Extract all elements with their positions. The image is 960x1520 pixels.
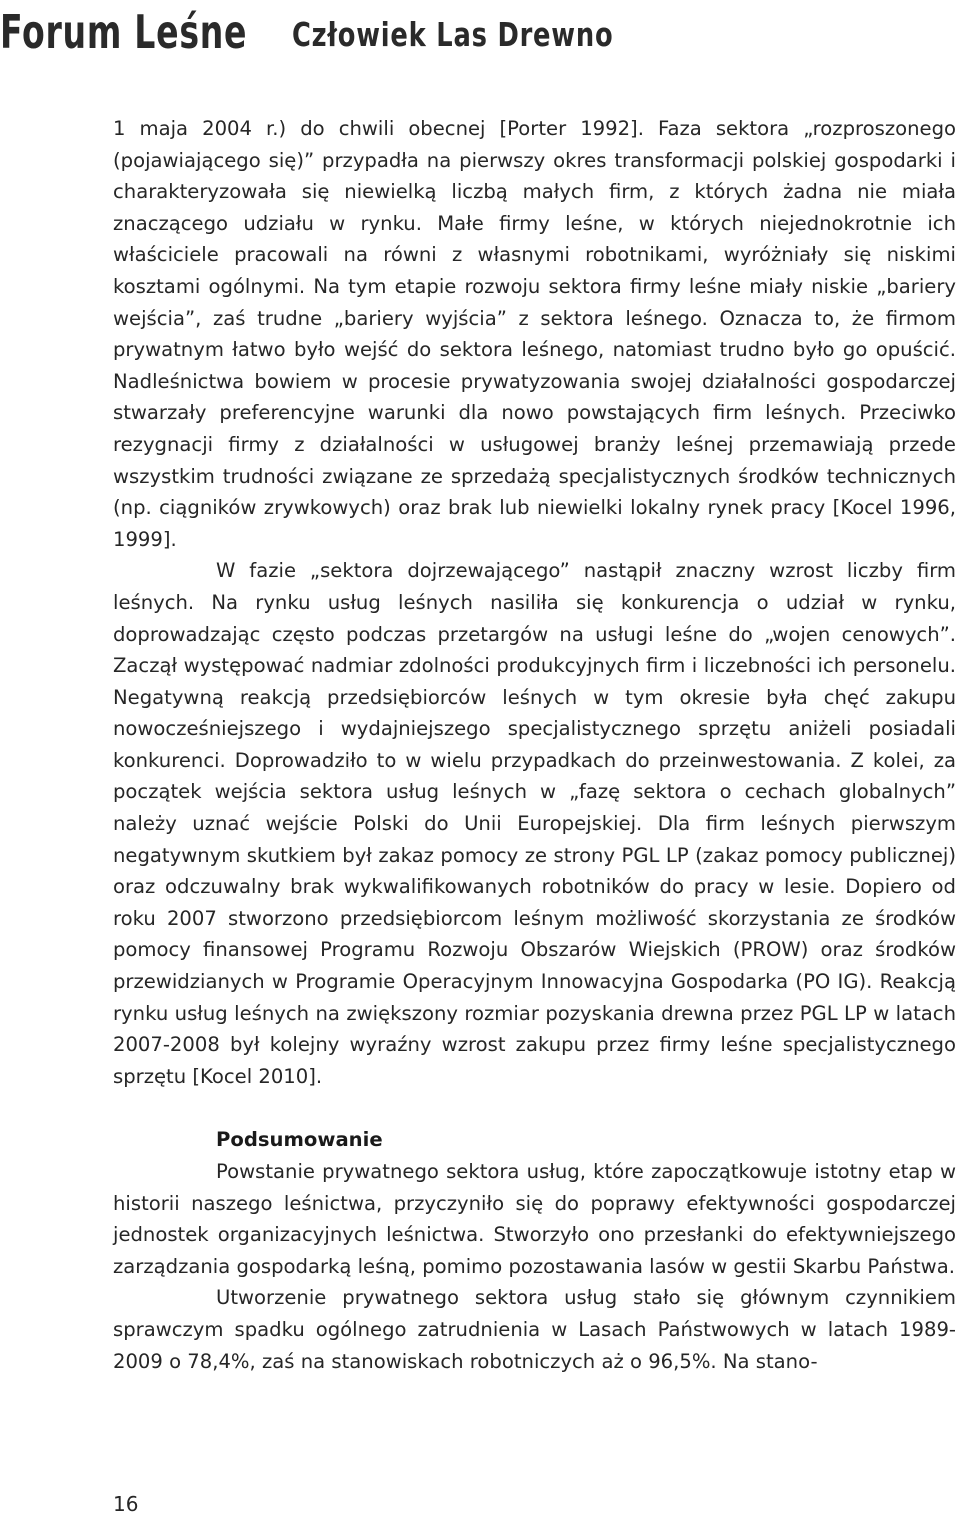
journal-title: Forum Leśne [0, 5, 248, 59]
page-number: 16 [113, 1492, 139, 1516]
paragraph: 1 maja 2004 r.) do chwili obecnej [Porter 1992]. Faza sektora „rozproszonego (pojawiającego się)” przypadła na pierwszy okres transformacji polskiej gospodarki i charakteryzowała się niewielką liczbą małych firm, z których żadna nie miała znaczącego udziału w rynku. Małe firmy leśne, w których niejednokrotnie ich właściciele pracowali na równi z własnymi robotnikami, wyróżniały się niskimi kosztami ogólnymi. Na tym etapie rozwoju sektora firmy leśne miały niskie „bariery wejścia”, zaś trudne „bariery wyjścia” z sektora leśnego. Oznacza to, że firmom prywatnym łatwo było wejść do sektora leśnego, natomiast trudno było go opuścić. Nadleśnictwa bowiem w procesie prywatyzowania swojej działalności gospodarczej stwarzały preferencyjne warunki dla nowo powstających firm leśnych. Przeciwko rezygnacji firmy z działalności w usługowej branży leśnej przemawiają przede wszystkim trudności związane ze sprzedażą specjalistycznych środków technicznych (np. ciągników zrywkowych) oraz brak lub niewielki lokalny rynek pracy [Kocel 1996, 1999]. [113, 117, 956, 551]
article-body [113, 113, 956, 1377]
paragraph: W fazie „sektora dojrzewającego” nastąpił znaczny wzrost liczby firm leśnych. Na rynku usług leśnych nasiliła się konkurencja o udział w rynku, doprowadzając często podczas przetargów na usługi leśne do „wojen cenowych”. Zaczął występować nadmiar zdolności produkcyjnych firm i liczebności ich personelu. Negatywną reakcją przedsiębiorców leśnych w tym okresie była chęć zakupu nowocześniejszego i wydajniejszego specjalistycznego sprzętu aniżeli posiadali konkurenci. Doprowadziło to w wielu przypadkach do przeinwestowania. Z kolei, za początek wejścia sektora usług leśnych w „fazę sektora o cechach globalnych” należy uznać wejście Polski do Unii Europejskiej. Dla firm leśnych pierwszym negatywnym skutkiem był zakaz pomocy ze strony PGL LP (zakaz pomocy publicznej) oraz odczuwalny brak wykwalifikowanych robotników do pracy w lesie. Dopiero od roku 2007 stworzono przedsiębiorcom leśnym możliwość skorzystania ze środków pomocy finansowej Programu Rozwoju Obszarów Wiejskich (PROW) oraz środków przewidzianych w Programie Operacyjnym Innowacyjna Gospodarka (PO IG). Reakcją rynku usług leśnych na zwiększony rozmiar pozyskania drewna przez PGL LP w latach 2007-2008 był kolejny wyraźny wzrost zakupu przez firmy leśne specjalistycznego sprzętu [Kocel 2010]. [113, 559, 956, 1088]
paragraph: Utworzenie prywatnego sektora usług stało się głównym czynnikiem sprawczym spadku ogólnego zatrudnienia w Lasach Państwowych w latach 1989-2009 o 78,4%, zaś na stanowiskach robotniczych aż o 96,5%. Na stano- [113, 1286, 956, 1373]
paragraph: Powstanie prywatnego sektora usług, które zapoczątkowuje istotny etap w historii naszego leśnictwa, przyczyniło się do poprawy efektywności gospodarczej jednostek organizacyjnych leśnictwa. Stworzyło ono przesłanki do efektywniejszego zarządzania gospodarką leśną, pomimo pozostawania lasów w gestii Skarbu Państwa. [113, 1160, 956, 1278]
section-heading: Podsumowanie [216, 1128, 383, 1152]
journal-tagline: Człowiek Las Drewno [292, 15, 614, 54]
page-header [0, 2, 614, 62]
